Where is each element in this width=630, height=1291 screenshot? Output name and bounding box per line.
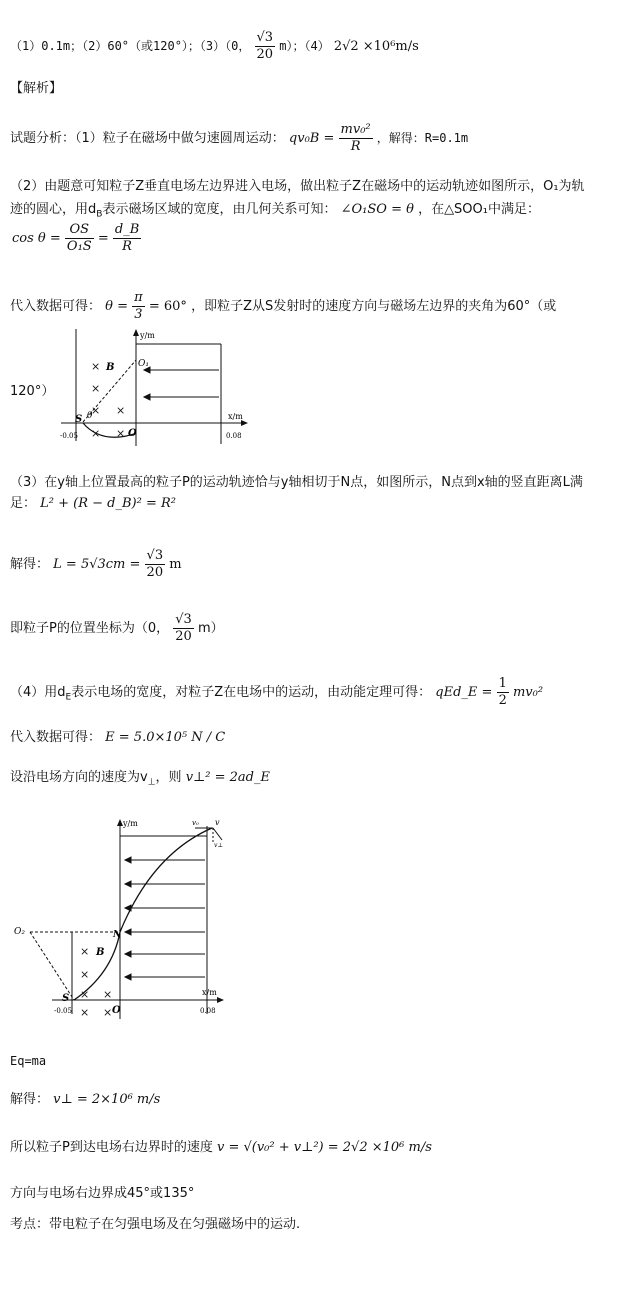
vperp-result-eq: v⊥ = 2×10⁶ m/s: [53, 1092, 161, 1107]
svg-text:×: ×: [116, 404, 126, 417]
substitute-text-a: 代入数据可得：: [10, 299, 102, 314]
svg-text:×: ×: [103, 1006, 113, 1019]
step4-text-a: （4）用d: [10, 685, 66, 700]
step1-eq-left: qv₀B =: [288, 131, 335, 146]
cos-frac-2-den: R: [122, 239, 132, 254]
fig2-v-vector: [213, 828, 222, 840]
solve-L-text: 解得：: [10, 557, 50, 572]
step4-text-b: 表示电场的宽度，对粒子Z在电场中的运动，由动能定理可得：: [71, 685, 432, 700]
fig1-field-lines: [144, 367, 219, 423]
substitute-text-b: ，即粒子Z从S发射时的速度方向与磁场左边界的夹角为60°（或: [191, 299, 557, 314]
figure-1-diagram: [56, 326, 256, 450]
svg-text:×: ×: [91, 404, 101, 417]
vperp-define-line: 设沿电场方向的速度为$v_\perp$，则 v⊥² = 2ad_E: [10, 770, 270, 788]
fig2-field-lines: [120, 836, 207, 980]
answer-frac-den: 20: [256, 47, 274, 62]
step2-line2: 迹的圆心，用$d_B$表示磁场区域的宽度，由几何关系可知： ∠O₁SO = θ ，在△SOO₁中满足：: [10, 202, 540, 220]
svg-text:×: ×: [103, 988, 113, 1001]
fig2-v-label: v: [215, 818, 220, 827]
step3-line2: [10, 495, 176, 513]
cos-left: cos θ =: [12, 231, 61, 246]
position-fraction: [173, 612, 194, 645]
position-frac-den: 20: [175, 629, 192, 644]
fig1-y-label: y/m: [140, 331, 155, 340]
step4-line: （4）用$d_E$表示电场的宽度，对粒子Z在电场中的运动，由动能定理可得： qEd_E = $\frac{1}{2}$ mv₀²: [10, 676, 544, 708]
fig2-vperp-label: v⊥: [214, 842, 224, 849]
answer-unit: m）；（4）: [279, 39, 330, 53]
solve-L-frac-num: √3: [146, 548, 164, 563]
step4-eq-left: qEd_E =: [435, 685, 493, 700]
fig1-s-label: S: [75, 414, 83, 425]
E-value-text: 代入数据可得：: [10, 730, 102, 745]
fig2-radius-s: [30, 932, 74, 1000]
substitute-frac-den: 3: [134, 307, 143, 322]
cos-frac-1-den: O₁S: [66, 239, 92, 254]
fig1-y-arrow: [133, 329, 139, 336]
answer-parts-1-3: （1）0.1m；（2）60°（或120°）；（3）（0，: [10, 39, 251, 53]
svg-text:×: ×: [91, 427, 101, 440]
solve-L-eq: L = 5√3cm =: [53, 557, 141, 572]
cos-frac-1-num: OS: [65, 222, 94, 239]
solve-L-frac-den: 20: [146, 565, 164, 580]
step1-fraction: [339, 122, 373, 155]
answer-frac-num: √3: [256, 30, 274, 45]
step1-text: 试题分析：（1）粒子在磁场中做匀速圆周运动：: [10, 131, 285, 146]
angle-120-line: 120°）: [10, 384, 55, 399]
fig1-theta-label: θ: [87, 411, 93, 421]
fig2-o-label: O: [112, 1005, 121, 1016]
step3-equation: L² + (R − d_B)² = R²: [40, 496, 176, 511]
position-text-a: 即粒子P的位置坐标为（0，: [10, 621, 170, 636]
step2-line1: （2）由题意可知粒子Z垂直电场左边界进入电场，做出粒子Z在磁场中的运动轨迹如图所示，O₁为轨: [10, 179, 585, 194]
solve-L-line: [10, 548, 182, 581]
step3-text: 足：: [10, 496, 37, 511]
fig2-s-label: S: [62, 993, 70, 1004]
fig2-tick-pos: 0.08: [200, 1007, 216, 1015]
answer-part4: 2√2 ×10⁶m/s: [333, 39, 419, 54]
fig2-tick-neg: -0.05: [54, 1007, 72, 1015]
step2-angle: ∠O₁SO = θ: [340, 202, 414, 217]
substitute-frac-num: π: [134, 290, 143, 305]
substitute-theta: θ =: [105, 299, 129, 314]
step2-text-b: 表示磁场区域的宽度，由几何关系可知：: [102, 202, 337, 217]
position-text-b: m）: [197, 621, 224, 636]
answer-line: [10, 30, 419, 63]
fig2-b-label: B: [96, 947, 105, 958]
svg-text:×: ×: [80, 945, 90, 958]
substitute-line: [10, 290, 556, 323]
final-velocity-text: 所以粒子P到达电场右边界时的速度: [10, 1140, 213, 1155]
E-value-eq: E = 5.0×10⁵ N / C: [105, 730, 226, 745]
step1-line: [10, 122, 468, 155]
answer-fraction: [255, 30, 276, 63]
solve-L-fraction: [145, 548, 166, 581]
fig2-y-label: y/m: [123, 819, 138, 828]
step2-text-a: 迹的圆心，用d: [10, 202, 97, 217]
step1-frac-den: R: [350, 139, 361, 154]
fig1-o-label: O: [128, 428, 137, 439]
vperp-result-text: 解得：: [10, 1092, 50, 1107]
svg-text:×: ×: [80, 968, 90, 981]
step1-frac-num: mv₀²: [340, 122, 371, 137]
solve-L-unit: m: [169, 557, 182, 572]
fig2-x-label: x/m: [202, 988, 217, 997]
final-velocity-eq: v = √(v₀² + v⊥²) = 2√2 ×10⁶ m/s: [216, 1140, 432, 1155]
svg-text:×: ×: [80, 1006, 90, 1019]
substitute-eq: = 60°: [148, 299, 187, 314]
final-velocity-line: [10, 1139, 432, 1157]
fig1-b-label: B: [106, 362, 115, 373]
step1-result: ，解得：R=0.1m: [376, 131, 469, 145]
cos-equation: cos θ = $\frac{OS}{\text{O₁S}}$ = $\frac{d\_B}{R}$: [12, 222, 140, 254]
position-frac-num: √3: [175, 612, 192, 627]
fig1-x-label: x/m: [228, 412, 243, 421]
fig2-o2-label: O₂: [14, 927, 25, 937]
step4-fraction: [497, 676, 509, 709]
vperp-define-text-b: ，则: [155, 770, 182, 785]
direction-line: 方向与电场右边界成45°或135°: [10, 1186, 195, 1201]
step3-line1: （3）在y轴上位置最高的粒子P的运动轨迹恰与y轴相切于N点，如图所示，N点到x轴的竖直距离L满: [10, 475, 583, 490]
step4-frac-den: 2: [498, 693, 507, 708]
fig1-o1-label: O₁: [138, 359, 149, 369]
cos-frac-2-num: d_B: [114, 222, 140, 237]
vperp-define-text-a: 设沿电场方向的速度为v: [10, 770, 148, 785]
E-value-line: [10, 729, 225, 747]
cos-frac-2: [113, 222, 141, 255]
fig2-trajectory: [74, 828, 212, 1000]
svg-text:×: ×: [80, 988, 90, 1001]
fig2-n-label: N: [113, 930, 122, 940]
svg-text:×: ×: [91, 360, 101, 373]
step2-text-c: ，在△SOO₁中满足：: [418, 202, 540, 217]
svg-text:×: ×: [116, 427, 126, 440]
figure-2-diagram: [12, 814, 232, 1024]
fig2-x-arrow: [217, 997, 224, 1003]
analysis-heading: 【解析】: [10, 81, 63, 96]
step4-eq-right: mv₀²: [512, 685, 544, 700]
fig1-tick-neg: -0.05: [60, 432, 78, 440]
eq-ma-line: Eq=ma: [10, 1054, 47, 1068]
vperp-define-eq: v⊥² = 2ad_E: [185, 770, 270, 785]
step4-frac-num: 1: [498, 676, 507, 691]
vperp-result-line: [10, 1091, 160, 1109]
kaodian-line: 考点：带电粒子在匀强电场及在匀强磁场中的运动.: [10, 1217, 301, 1232]
substitute-fraction: [132, 290, 145, 323]
position-line: [10, 612, 224, 645]
fig1-tick-pos: 0.08: [226, 432, 242, 440]
cos-frac-1: [65, 222, 94, 255]
svg-text:×: ×: [91, 382, 101, 395]
fig2-v0-label: v₀: [192, 819, 199, 827]
